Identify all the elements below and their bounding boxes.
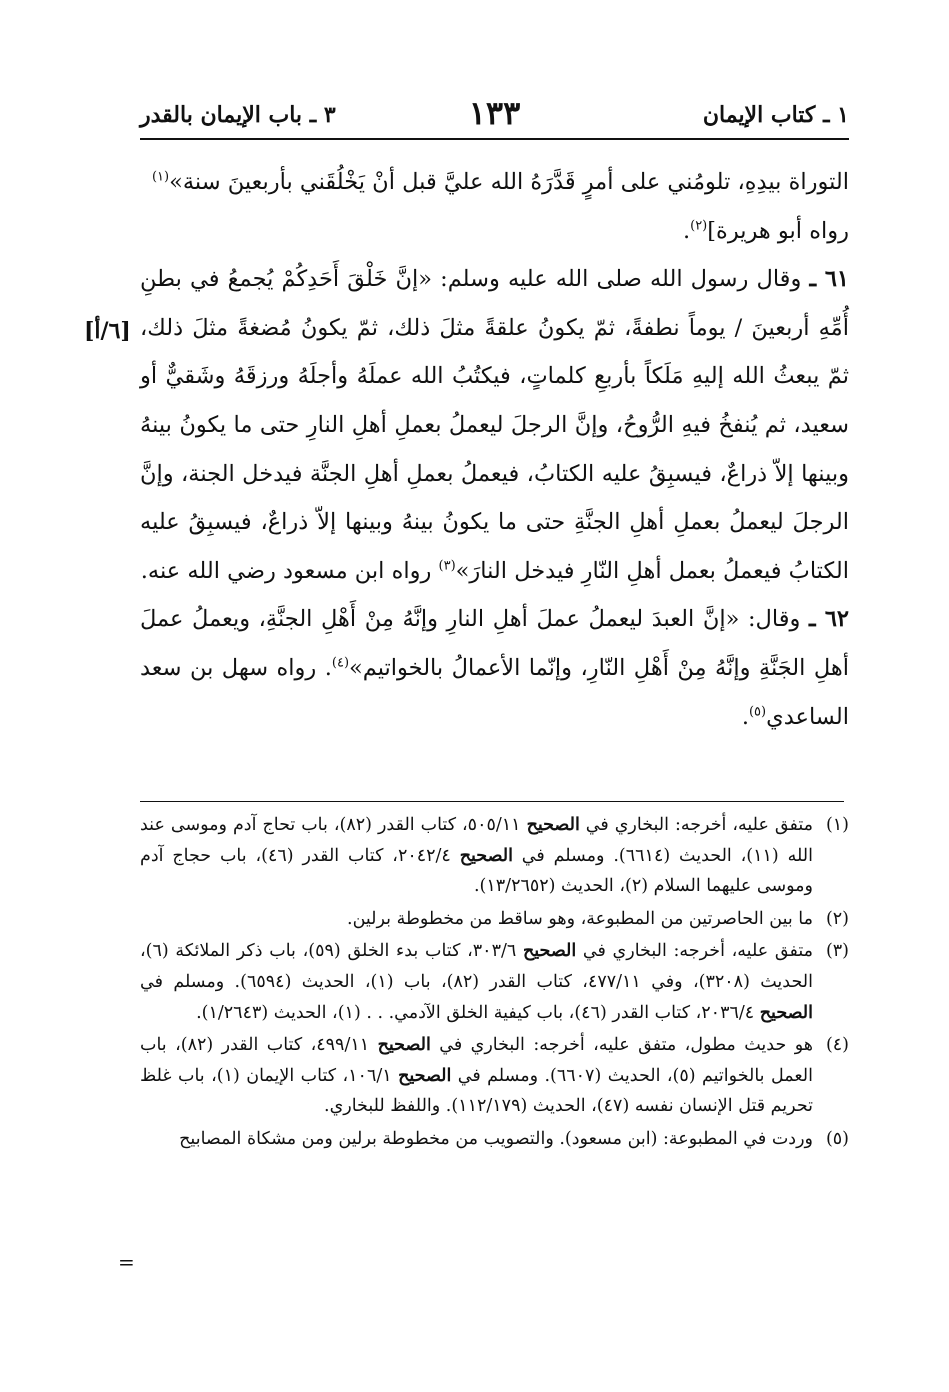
footnote-5 xyxy=(140,1124,849,1155)
book-title: الصحيح xyxy=(522,941,577,962)
footnote-text: ٢٠٤٢/٤، كتاب القدر (٤٦)، باب حجاج آدم وموسى عليهما السلام (٢)، الحديث (١٣/٢٦٥٢). xyxy=(140,845,813,897)
footnote-text: ٢٠٣٦/٤، كتاب القدر (٤٦)، باب كيفية الخلق الآدمي. . . (١)، الحديث (١/٢٦٤٣). xyxy=(196,1002,760,1023)
chapter-title: ١ ـ كتاب الإيمان xyxy=(702,102,849,128)
text-line: رواه أبو هريرة] xyxy=(707,217,849,244)
footnote-ref: (٤) xyxy=(331,655,350,671)
hadith-number: ٦٢ ـ xyxy=(808,606,849,633)
footnote-text: ١٠٦/١، كتاب الإيمان (١)، باب غلظ تحريم قتل الإنسان نفسه (٤٧)، الحديث (١١٢/١٧٩). واللفظ للبخاري. xyxy=(140,1065,813,1117)
footnote-ref: (٢) xyxy=(690,218,708,234)
footnote-4 xyxy=(140,1030,849,1122)
footnote-divider xyxy=(140,801,844,802)
hadith-narrator: . رواه سهل بن سعد الساعدي xyxy=(140,654,849,730)
footnote-text: متفق عليه، أخرجه: البخاري في xyxy=(579,815,813,835)
footnote-ref: (٥) xyxy=(748,704,767,720)
hadith-62 xyxy=(140,595,849,741)
footnote-text: ما بين الحاصرتين من المطبوعة، وهو ساقط من مخطوطة برلين. xyxy=(347,908,813,929)
footnote-number: (٤) xyxy=(825,1035,849,1056)
text-line: التوراة بيدِهِ، تلومُني على أمرٍ قَدَّرَهُ الله عليَّ قبل أنْ يَخْلُقَني بأربعينَ سنة» xyxy=(169,169,849,195)
footnote-text: ٤٩٩/١١، كتاب القدر (٨٢)، باب العمل بالخواتيم (٥)، الحديث (٦٦٠٧). ومسلم في xyxy=(140,1035,813,1086)
hadith-text: وقال: «إنَّ العبدَ ليعملُ عملَ أهلِ النارِ وإنَّهُ مِنْ أَهْلِ الجنَّةِ، ويعملُ عملَ أهلِ الجَنَّةِ وإنَّهُ مِنْ أَهْلِ النّارِ، وإنّما الأعمالُ بالخواتيم» xyxy=(140,606,849,681)
footnote-number: (١) xyxy=(825,815,849,835)
text-punct: . xyxy=(682,217,691,244)
hadith-number: ٦١ ـ xyxy=(809,266,849,293)
footnote-1 xyxy=(140,810,849,902)
footnote-number: (٢) xyxy=(825,908,849,929)
page-number: ١٣٣ xyxy=(468,94,521,132)
book-title: الصحيح xyxy=(526,815,580,835)
footnote-2 xyxy=(140,904,849,935)
book-title: الصحيح xyxy=(759,1002,813,1023)
manuscript-folio-marker: [٦/أ] xyxy=(84,318,131,344)
hadith-text: وقال رسول الله صلى الله عليه وسلم: «إنَّ خَلْقَ أَحَدِكُمْ يُجمعُ في بطنِ أُمِّهِ أربعينَ / يوماً نطفةً، ثمّ يكونُ علقةً مثلَ ذلك، ثمّ يكونُ مُضغةً مثلَ ذلك، ثمّ يبعثُ الله إليهِ مَلَكاً بأربعِ كلماتٍ، فيكتُبُ الله عملَهُ وأجلَهُ ورزقَهُ وشَقيٌّ أو سعيد، ثم يُنفخُ فيهِ الرُّوحُ، وإنَّ الرجلَ ليعملُ بعملِ أهلِ النارِ حتى ما يكونُ بينهُ وبينها إلاّ ذراعٌ، فيسبِقُ عليه الكتابُ، فيعملُ بعملِ أهلِ الجنَّة فيدخل الجنة، وإنَّ الرجلَ ليعملُ بعملِ أهلِ الجنَّةِ حتى ما يكونُ بينهُ وبينها إلاّ ذراعٌ، فيسبِقُ عليه الكتابُ فيعملُ بعمل أهلِ النّارِ فيدخل النارَ» xyxy=(140,266,849,584)
continuation-mark: = xyxy=(118,1250,135,1274)
book-title: الصحيح xyxy=(377,1035,431,1056)
footnote-3 xyxy=(140,936,849,1028)
book-title: الصحيح xyxy=(398,1065,452,1086)
footnote-ref: (١) xyxy=(151,169,170,185)
footnote-text: ٣٠٣/٦، كتاب بدء الخلق (٥٩)، باب ذكر الملائكة (٦)، الحديث (٣٢٠٨)، وفي ٤٧٧/١١، كتاب القدر (٨٢)، باب (١)، الحديث (٦٥٩٤). ومسلم في xyxy=(140,941,813,992)
text-punct: . xyxy=(741,703,749,730)
footnote-text: متفق عليه، أخرجه: البخاري في xyxy=(576,941,813,962)
running-header xyxy=(140,94,849,140)
section-title: ٣ ـ باب الإيمان بالقدر xyxy=(140,102,336,128)
main-text xyxy=(140,158,849,741)
book-title: الصحيح xyxy=(459,845,513,866)
footnotes xyxy=(140,810,849,1157)
footnote-text: وردت في المطبوعة: (ابن مسعود). والتصويب من مخطوطة برلين ومن مشكاة المصابيح xyxy=(179,1128,813,1149)
hadith-narrator: رواه ابن مسعود رضي الله عنه. xyxy=(140,557,432,584)
hadith-61 xyxy=(140,255,849,595)
footnote-ref: (٣) xyxy=(438,558,456,574)
paragraph-continuation xyxy=(140,158,849,255)
footnote-text: ٥٠٥/١١، كتاب القدر (٨٢)، باب تحاج آدم وموسى عند الله (١١)، الحديث (٦٦١٤). ومسلم في xyxy=(140,815,813,866)
footnote-number: (٥) xyxy=(825,1128,849,1149)
footnote-number: (٣) xyxy=(825,941,849,962)
footnote-text: هو حديث مطول، متفق عليه، أخرجه: البخاري في xyxy=(430,1035,813,1056)
